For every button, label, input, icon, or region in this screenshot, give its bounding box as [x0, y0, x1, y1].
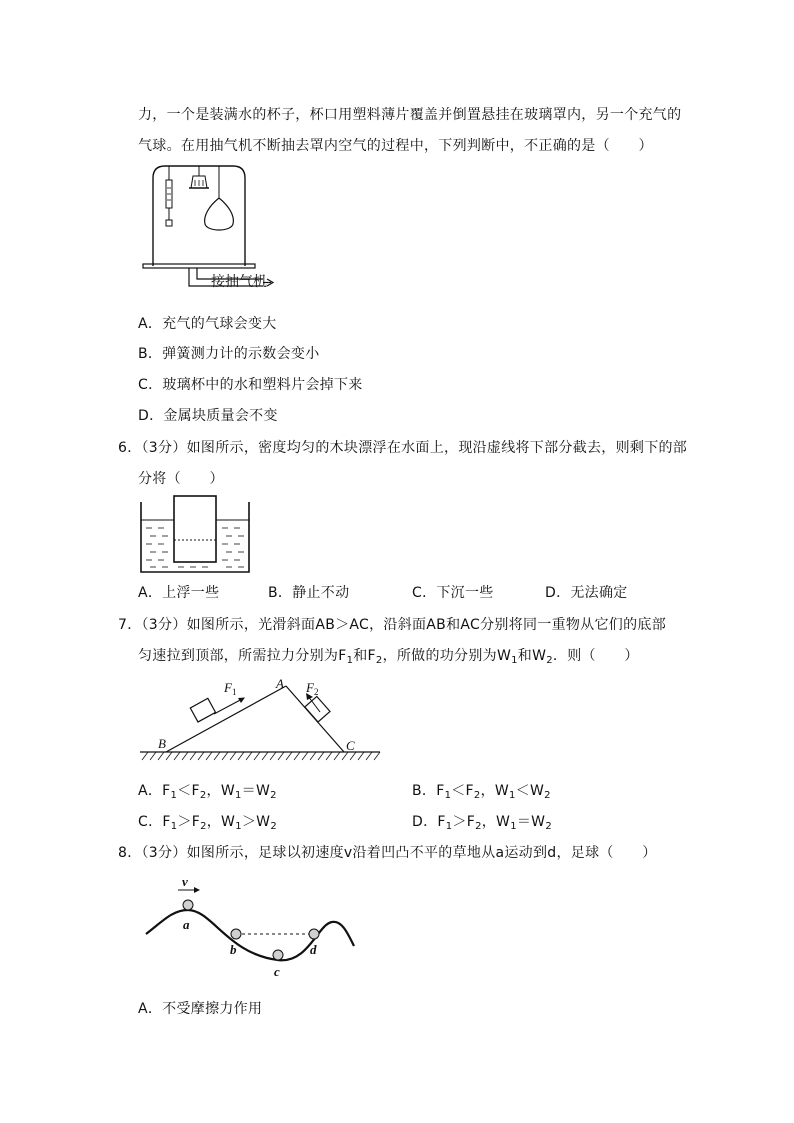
q7-text-line1: 7．（3分）如图所示，光滑斜面AB＞AC，沿斜面AB和AC分别将同一重物从它们的底部	[118, 617, 666, 633]
svg-text:F1: $F_1$	[224, 680, 237, 697]
q5-option-d: D．金属块质量会不变	[138, 408, 278, 424]
q6-figure-floating-block	[138, 494, 254, 576]
q6-text-line1: 6．（3分）如图所示，密度均匀的木块漂浮在水面上，现沿虚线将下部分截去，则剩下的部	[118, 440, 688, 456]
q5-option-c: C．玻璃杯中的水和塑料片会掉下来	[138, 377, 363, 393]
q7-label-b: B	[158, 736, 166, 751]
q8-option-a: A．不受摩擦力作用	[138, 1001, 263, 1017]
q5-option-a: A．充气的气球会变大	[138, 316, 277, 332]
q8-label-d: d	[310, 942, 317, 957]
q8-label-b: b	[230, 942, 237, 957]
q5-figure-bell-jar	[135, 158, 285, 293]
q8-text-line1: 8．（3分）如图所示，足球以初速度v沿着凹凸不平的草地从a运动到d，足球（ ）	[118, 845, 657, 861]
q5-figure-label: 接抽气机	[211, 274, 267, 290]
svg-text:F2: $F_2$	[306, 680, 319, 697]
q7-option-b: B．$F_1<F_2$，$W_1<W_2$	[412, 783, 551, 801]
q8-label-a: a	[183, 917, 190, 932]
q5-option-b: B．弹簧测力计的示数会变小	[138, 346, 320, 362]
q5-text-line1: 力，一个是装满水的杯子，杯口用塑料薄片覆盖并倒置悬挂在玻璃罩内，另一个充气的	[138, 107, 682, 123]
q7-label-c: C	[346, 738, 355, 753]
q6-option-a: A．上浮一些	[138, 585, 220, 601]
q6-option-c: C．下沉一些	[412, 585, 494, 601]
q8-label-v: v	[182, 874, 188, 889]
q8-figure-ball-on-terrain	[142, 874, 358, 980]
q7-text-line2: 匀速拉到顶部，所需拉力分别为$F_1$和$F_2$，所做的功分别为$W_1$和$W_2$．则（ ）	[138, 648, 639, 666]
q8-label-c: c	[274, 964, 280, 979]
q7-figure-inclines	[138, 674, 384, 766]
q7-option-d: D．$F_1>F_2$，$W_1=W_2$	[412, 814, 552, 832]
q7-label-a: A	[276, 676, 284, 691]
q6-option-d: D．无法确定	[545, 585, 628, 601]
q5-text-line2: 气球。在用抽气机不断抽去罩内空气的过程中，下列判断中，不正确的是（ ）	[138, 138, 653, 154]
q6-text-line2: 分将（ ）	[138, 471, 224, 487]
q7-option-c: C．$F_1>F_2$，$W_1>W_2$	[138, 814, 277, 832]
q6-option-b: B．静止不动	[268, 585, 350, 601]
q7-option-a: A．$F_1<F_2$，$W_1=W_2$	[138, 783, 277, 801]
